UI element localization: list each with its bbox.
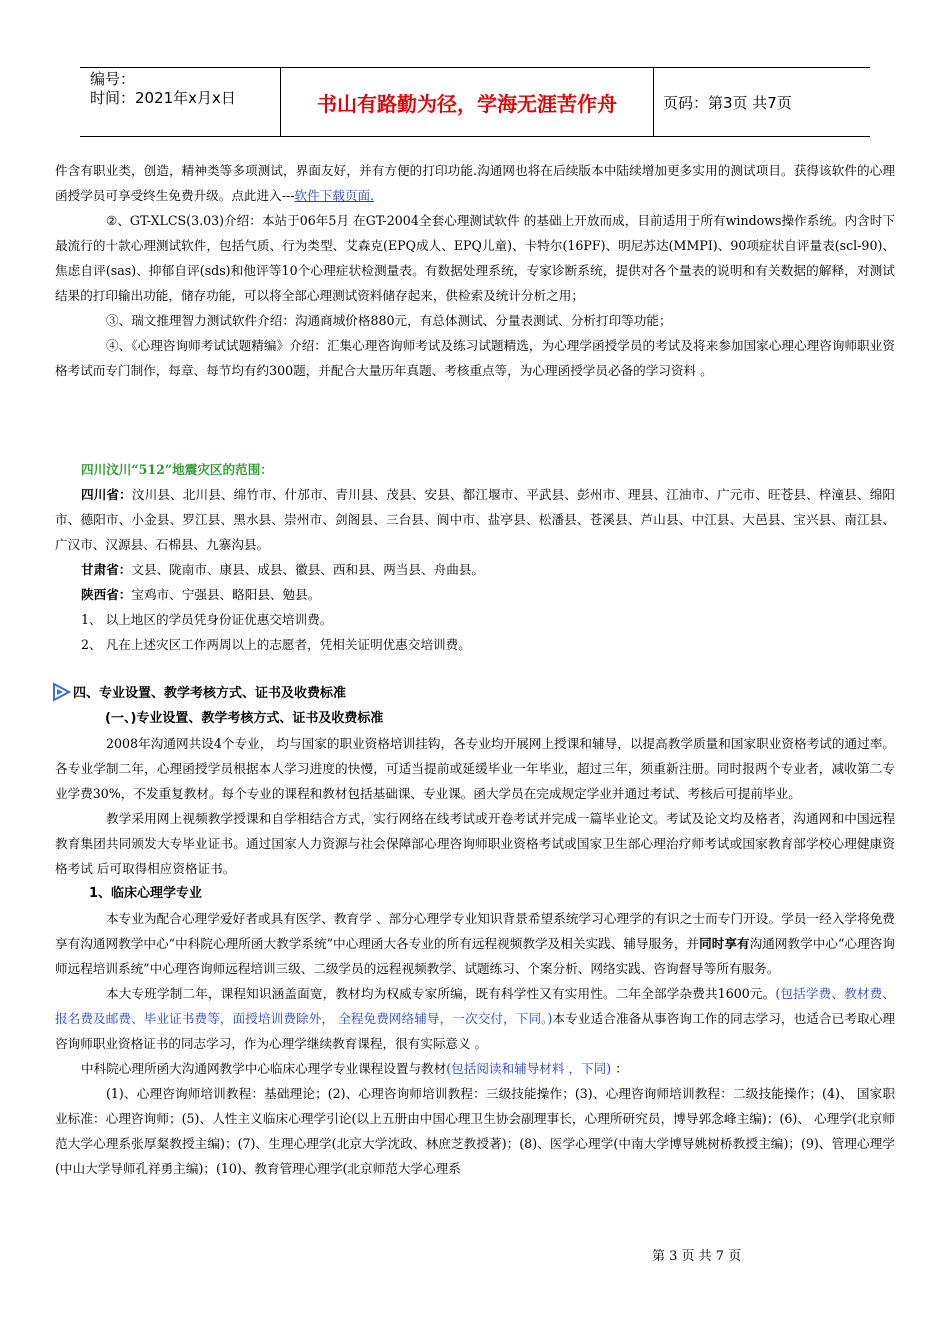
shaanxi-label: 陕西省：	[81, 587, 132, 602]
m1-p2-a: 本大专班学制二年，课程知识涵盖面宽，教材均为权威专家所编，既有科学性又有实用性。二年全部学杂费共1600元。	[106, 986, 776, 1001]
intro-paragraph-4: ④、《心理咨询师考试试题精编》介绍：汇集心理咨询师考试及练习试题精选，为心理学函授学员的考试及将来参加国家心理心理咨询师职业资格考试而专门制作，每章、每节均有约300题，并配合大量历年真题、考核重点等，为心理函授学员必备的学习资料 。	[55, 338, 895, 378]
section-4-paragraph-2: 教学采用网上视频教学授课和自学相结合方式，实行网络在线考试或开卷考试并完成一篇毕业论文。考试及论文均及格者，沟通网和中国远程教育集团共同颁发大专毕业证书。通过国家人力资源与社会保障部心理咨询师职业资格考试或国家卫生部心理治疗师考试或国家教育部学校心理健康资格考试 后可取得相应资格证书。	[55, 811, 895, 876]
sichuan-list	[55, 482, 895, 557]
discount-item-2: 2、 凡在上述灾区工作两周以上的志愿者，凭相关证明优惠交培训费。	[81, 637, 471, 652]
sichuan-label: 四川省：	[81, 487, 132, 502]
intro-paragraph-3: ③、瑞文推理智力测试软件介绍：沟通商城价格880元，有总体测试、分量表测试、分析打印等功能；	[106, 313, 672, 328]
section-4-heading-text: 四、专业设置、教学考核方式、证书及收费标准	[73, 686, 347, 701]
header-page-number: 页码：第3页 共7页	[663, 93, 792, 112]
section-4	[55, 681, 895, 1181]
section-4-paragraph-1: 2008年沟通网共设4个专业， 均与国家的职业资格培训挂钩，各专业均开展网上授课和辅导，以提高教学质量和国家职业资格考试的通过率。各专业学制二年，心理函授学员根据本人学习进度的快慢，可适当提前或延缓毕业一年毕业，超过三年，须重新注册。同时报两个专业者，减收第二专业学费30%，不发重复教材。每个专业的课程和教材包括基础课、专业课。函大学员在完成规定学业并通过考试、考核后可提前毕业。	[55, 736, 895, 801]
page-footer: 第 3 页 共 7 页	[652, 1249, 742, 1264]
m1-p3-note: (包括阅读和辅导材料 ，下同)	[446, 1061, 612, 1076]
m1-p1-b: 沟通网教学中心“心理咨询师远程培训系统”中心理咨询师远程培训三级、二级学员的远程视频教学、试题练习、个案分析、网络实践、咨询督导等所有服务。	[55, 936, 895, 976]
software-download-link[interactable]: 软件下载页面.	[294, 188, 375, 203]
gansu-list	[55, 557, 895, 582]
section-4-subheading: (一、)专业设置、教学考核方式、证书及收费标准	[105, 711, 384, 726]
major-1-paragraph-1	[55, 906, 895, 981]
m1-p2-b: 本专业适合准备从事咨询工作的同志学习，也适合已考取心理咨询师职业资格证书的同志学习，作为心理学继续教育课程，很有实际意义 。	[55, 1011, 895, 1051]
header-number: 编号：	[90, 70, 136, 88]
gansu-label: 甘肃省：	[81, 562, 132, 577]
header-time: 时间：2021年x月x日	[90, 89, 236, 107]
gansu-counties: 文县、陇南市、康县、成县、徽县、西和县、两当县、舟曲县。	[131, 562, 484, 577]
sichuan-counties: 汶川县、北川县、绵竹市、什邡市、青川县、茂县、安县、都江堰市、平武县、彭州市、理县、江油市、广元市、旺苍县、梓潼县、绵阳市、德阳市、小金县、罗江县、黑水县、崇州市、剑阁县、三台县、阆中市、盐亭县、松潘县、苍溪县、芦山县、中江县、大邑县、宝兴县、南江县、广汉市、汉源县、石棉县、九寨沟县。	[55, 487, 896, 552]
intro-p1-text: 件含有职业类，创造，精神类等多项测试，界面友好，并有方便的打印功能.沟通网也将在后续版本中陆续增加更多实用的测试项目。获得该软件的心理函授学员可享受终生免费升级。点此进入---	[55, 163, 895, 203]
intro-paragraph-1	[55, 158, 895, 208]
major-1-title: 1、临床心理学专业	[89, 886, 203, 901]
intro-paragraph-2: ②、GT-XLCS(3.03)介绍：本站于06年5月 在GT-2004全套心理测试软件 的基础上开放而成，目前适用于所有windows操作系统。内含时下最流行的十款心理测试软件，包括气质、行为类型、艾森克(EPQ成人、EPQ儿童)、卡特尔(16PF)、明尼苏达(MMPI)、90项症状自评量表(scl-90)、焦虑自评(sas)、抑郁自评(sds)和他评等10个心理症状检测量表。有数据处理系统，专家诊断系统，提供对各个量表的说明和有关数据的解释，对测试结果的打印输出功能，储存功能，可以将全部心理测试资料储存起来，供检索及统计分析之用；	[55, 213, 895, 303]
m1-p3-a: 中科院心理所函大沟通网教学中心临床心理学专业课程设置与教材	[81, 1061, 447, 1076]
shaanxi-counties: 宝鸡市、宁强县、略阳县、勉县。	[131, 587, 321, 602]
shaanxi-list	[55, 582, 895, 607]
m1-p2-fee-note: (包括学费、教材费、报名费及邮费、毕业证书费等，面授培训费除外， 全程免费网络辅导，一次交付，下同。)	[55, 986, 895, 1026]
earthquake-title: 四川汶川“512”地震灾区的范围：	[81, 462, 273, 477]
m1-p1-a: 本专业为配合心理学爱好者或具有医学、教育学 、部分心理学专业知识背景希望系统学习心理学的有识之士而专门开设。学员一经入学将免费享有沟通网教学中心“中科院心理所函大教学系统”中心理函大各专业的所有远程视频教学及相关实践、辅导服务，并	[55, 911, 895, 951]
header-meta	[80, 68, 281, 136]
major-1-course-list: (1)、心理咨询师培训教程：基础理论；(2)、心理咨询师培训教程：三级技能操作；(3)、心理咨询师培训教程：二级技能操作；(4)、 国家职业标准：心理咨询师；(5)、人性主义临床心理学引论(以上五册由中国心理卫生协会副理事长，心理所研究员，博导郭念峰主编)；(6)、 心理学(北京师范大学心理系张厚粲教授主编)；(7)、生理心理学(北京大学沈政、林庶芝教授著)；(8)、医学心理学(中南大学博导姚树桥教授主编)；(9)、管理心理学(中山大学导师孔祥勇主编)；(10)、教育管理心理学(北京师范大学心理系	[55, 1086, 895, 1176]
page-header	[80, 67, 870, 137]
header-motto: 书山有路勤为径，学海无涯苦作舟	[281, 68, 654, 136]
section-4-heading	[55, 681, 895, 706]
m1-p1-bold: 同时享有	[699, 936, 750, 951]
discount-item-1: 1、 以上地区的学员凭身份证优惠交培训费。	[81, 612, 333, 627]
major-1-paragraph-2	[55, 981, 895, 1056]
earthquake-section	[55, 457, 895, 657]
intro-section	[55, 158, 895, 383]
major-1-paragraph-3	[55, 1056, 895, 1081]
triangle-play-icon	[51, 682, 71, 702]
m1-p3-b: ：	[611, 1061, 628, 1076]
